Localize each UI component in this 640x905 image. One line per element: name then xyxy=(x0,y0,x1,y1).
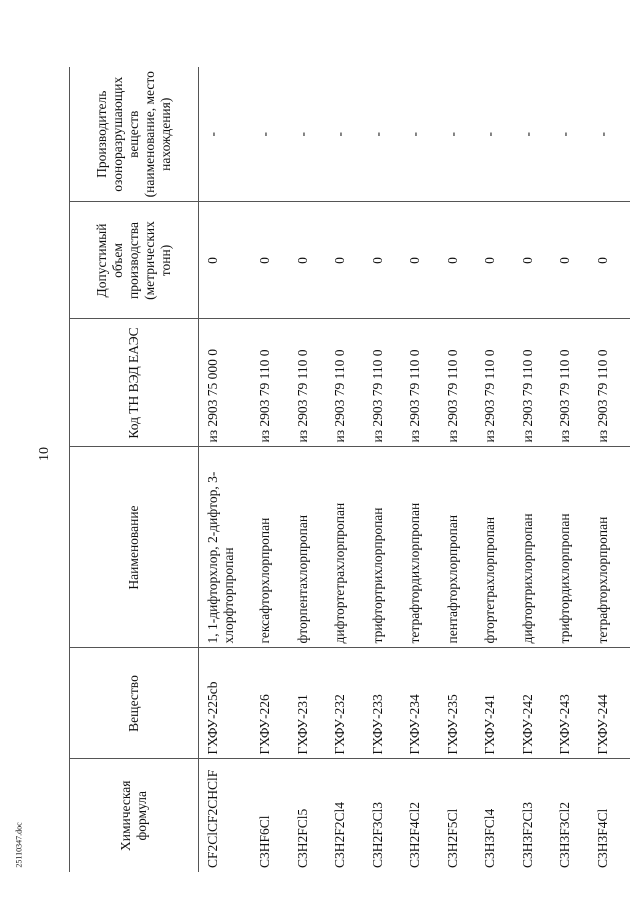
cell-name: гексафторхлорпропан xyxy=(255,447,293,648)
table-row xyxy=(518,67,556,872)
cell-producer: - xyxy=(205,132,220,137)
cell-substance: ГХФУ-235 xyxy=(443,648,481,759)
header-producer: Производитель озоноразрушающих веществ (наименование, место нахождения) xyxy=(70,67,199,202)
cell-formula: CF2ClCF2CHClF xyxy=(199,759,256,872)
document-footer: 25110347.doc xyxy=(14,822,24,868)
table-row xyxy=(593,67,631,872)
table-row xyxy=(293,67,331,872)
cell-formula: C3H2F4Cl2 xyxy=(405,759,443,872)
cell-volume: 0 xyxy=(330,202,368,319)
cell-substance: ГХФУ-225cb xyxy=(199,648,256,759)
table-row xyxy=(480,67,518,872)
cell-volume: 0 xyxy=(199,202,256,319)
cell-name: тетрафтордихлорпропан xyxy=(405,447,443,648)
table-row xyxy=(255,67,293,872)
cell-name: трифтордихлорпропан xyxy=(555,447,593,648)
header-formula: Химическая формула xyxy=(70,759,199,872)
cell-substance: ГХФУ-226 xyxy=(255,648,293,759)
cell-volume: 0 xyxy=(443,202,481,319)
cell-code: из 2903 79 110 0 xyxy=(518,319,556,447)
cell-producer: - xyxy=(444,132,460,137)
cell-code: из 2903 79 110 0 xyxy=(293,319,331,447)
cell-code: из 2903 79 110 0 xyxy=(480,319,518,447)
cell-code: из 2903 79 110 0 xyxy=(443,319,481,447)
cell-formula: C3H3F2Cl3 xyxy=(518,759,556,872)
cell-volume: 0 xyxy=(293,202,331,319)
header-volume: Допустимый объем производства (метрических тонн) xyxy=(70,202,199,319)
table-row xyxy=(555,67,593,872)
cell-volume: 0 xyxy=(555,202,593,319)
cell-name: пентафторхлорпропан xyxy=(443,447,481,648)
table-row xyxy=(199,67,256,872)
cell-volume: 0 xyxy=(368,202,406,319)
cell-substance: ГХФУ-244 xyxy=(593,648,631,759)
cell-substance: ГХФУ-231 xyxy=(293,648,331,759)
cell-substance: ГХФУ-241 xyxy=(480,648,518,759)
cell-volume: 0 xyxy=(518,202,556,319)
table-header-row xyxy=(70,67,199,872)
cell-name: дифтортетрахлорпропан xyxy=(330,447,368,648)
cell-code: из 2903 79 110 0 xyxy=(368,319,406,447)
table-row xyxy=(443,67,481,872)
table-row xyxy=(405,67,443,872)
cell-producer: - xyxy=(482,132,497,137)
cell-code: из 2903 79 110 0 xyxy=(555,319,593,447)
cell-substance: ГХФУ-233 xyxy=(368,648,406,759)
cell-substance: ГХФУ-232 xyxy=(330,648,368,759)
cell-substance: ГХФУ-242 xyxy=(518,648,556,759)
cell-substance: ГХФУ-234 xyxy=(405,648,443,759)
cell-name: тетрафторхлорпропан xyxy=(593,447,631,648)
cell-code: из 2903 79 110 0 xyxy=(405,319,443,447)
cell-volume: 0 xyxy=(480,202,518,319)
cell-name: дифтортрихлорпропан xyxy=(518,447,556,648)
cell-producer: - xyxy=(369,132,385,137)
cell-code: из 2903 75 000 0 xyxy=(199,319,256,447)
cell-code: из 2903 79 110 0 xyxy=(255,319,293,447)
header-name: Наименование xyxy=(70,447,199,648)
cell-volume: 0 xyxy=(255,202,293,319)
cell-formula: C3H2F5Cl xyxy=(443,759,481,872)
cell-producer: - xyxy=(257,132,272,137)
header-substance: Вещество xyxy=(70,648,199,759)
cell-producer: - xyxy=(407,132,422,137)
table-row xyxy=(368,67,406,872)
cell-code: из 2903 79 110 0 xyxy=(330,319,368,447)
cell-code: из 2903 79 110 0 xyxy=(593,319,631,447)
page-number: 10 xyxy=(37,447,52,461)
cell-volume: 0 xyxy=(405,202,443,319)
rotated-table-area xyxy=(69,67,610,872)
cell-name: фтортетрахлорпропан xyxy=(480,447,518,648)
header-code: Код ТН ВЭД ЕАЭС xyxy=(70,319,199,447)
cell-formula: C3H2F2Cl4 xyxy=(330,759,368,872)
cell-formula: C3H3F3Cl2 xyxy=(555,759,593,872)
cell-producer: - xyxy=(557,132,572,137)
cell-name: 1, 1-дифторхлор, 2-дифтор, 3-хлорфторпропан xyxy=(199,447,256,648)
cell-name: трифтортрихлорпропан xyxy=(368,447,406,648)
cell-formula: C3HF6Cl xyxy=(255,759,293,872)
table-row xyxy=(330,67,368,872)
substances-table xyxy=(69,67,630,872)
cell-formula: C3H2FCl5 xyxy=(293,759,331,872)
cell-producer: - xyxy=(332,132,347,137)
cell-formula: C3H2F3Cl3 xyxy=(368,759,406,872)
cell-volume: 0 xyxy=(593,202,631,319)
cell-formula: C3H3FCl4 xyxy=(480,759,518,872)
cell-substance: ГХФУ-243 xyxy=(555,648,593,759)
cell-producer: - xyxy=(519,132,535,137)
cell-producer: - xyxy=(294,132,310,137)
cell-name: фторпентахлорпропан xyxy=(293,447,331,648)
cell-formula: C3H3F4Cl xyxy=(593,759,631,872)
cell-producer: - xyxy=(594,132,610,137)
